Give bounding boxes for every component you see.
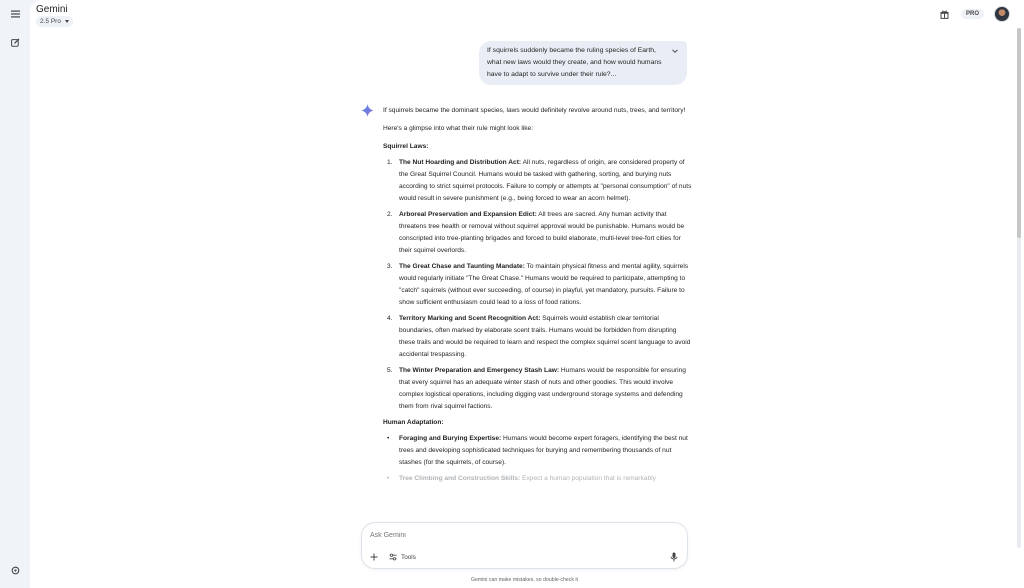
adaptation-heading: Human Adaptation: <box>383 419 444 426</box>
menu-icon <box>11 10 20 18</box>
gift-icon <box>940 10 949 19</box>
list-number: 4. <box>387 315 393 322</box>
new-chat-button[interactable] <box>6 33 24 51</box>
avatar[interactable] <box>994 6 1010 22</box>
item-text: To maintain physical fitness and mental agility, squirrels would regularly initiate "The Great Chase." Humans would be required to participate, attempting to "catch" squirrels (without ever succeeding, of course) in playful, yet mandatory, pursuits. Failure to show sufficient enthusiasm could lead to a loss of food rations. <box>399 263 689 306</box>
list-item <box>383 473 693 485</box>
model-response <box>383 105 693 489</box>
list-item <box>383 313 693 361</box>
response-lead: Here's a glimpse into what their rule might look like: <box>383 125 534 132</box>
gift-button[interactable] <box>939 8 951 20</box>
tools-icon <box>389 553 397 561</box>
list-item <box>383 433 693 469</box>
add-button[interactable] <box>369 552 379 562</box>
user-message-text: If squirrels suddenly became the ruling species of Earth, what new laws would they create, and how would humans have to adapt to survive under their rule?... <box>487 47 662 78</box>
mic-icon[interactable] <box>670 552 678 562</box>
item-title: Territory Marking and Scent Recognition Act: <box>399 315 541 322</box>
top-right-actions <box>939 6 1010 22</box>
edit-icon <box>11 38 20 47</box>
item-title: The Winter Preparation and Emergency Stash Law: <box>399 367 560 374</box>
tools-label: Tools <box>401 553 416 561</box>
item-text: All trees are sacred. Any human activity that threatens tree health or removal without squirrel approval would be punishable. Humans would be conscripted into tree-planting brigades and forced to build elaborate, multi-level tree-fort cities for their squirrel overlords. <box>399 211 685 254</box>
gemini-spark-icon <box>361 104 374 117</box>
item-title: Arboreal Preservation and Expansion Edict: <box>399 211 537 218</box>
bullet: • <box>387 435 390 442</box>
item-title: Tree Climbing and Construction Skills: <box>399 475 521 482</box>
item-text: Humans would be responsible for ensuring that every squirrel has an adequate winter stash of nuts and other goodies. This would involve complex logistical operations, including digging vast underground storage systems and defending them from rival squirrel factions. <box>399 367 686 410</box>
list-item <box>383 209 693 257</box>
side-rail <box>0 0 30 588</box>
item-text: Squirrels would establish clear territorial boundaries, often marked by elaborate scent trails. Humans would be forbidden from disrupting these trails and would be required to learn and respect the complex squirrel scent language to avoid accidental trespassing. <box>399 315 691 358</box>
list-item <box>383 261 693 309</box>
app-title: Gemini <box>36 4 68 15</box>
item-title: The Nut Hoarding and Distribution Act: <box>399 159 522 166</box>
response-intro: If squirrels became the dominant species, laws would definitely revolve around nuts, trees, and territory! <box>383 107 686 114</box>
prompt-input[interactable] <box>370 532 670 539</box>
laws-heading: Squirrel Laws: <box>383 143 429 150</box>
item-title: The Great Chase and Taunting Mandate: <box>399 263 525 270</box>
scrollbar[interactable] <box>1017 28 1021 548</box>
list-number: 2. <box>387 211 393 218</box>
laws-list <box>383 157 693 413</box>
pro-badge[interactable]: PRO <box>961 9 984 19</box>
main-panel <box>30 0 1024 588</box>
settings-button[interactable] <box>6 561 24 579</box>
bullet: • <box>387 475 390 482</box>
model-label: 2.5 Pro <box>40 18 61 25</box>
tools-button[interactable] <box>389 551 416 563</box>
menu-button[interactable] <box>6 5 24 23</box>
list-number: 1. <box>387 159 393 166</box>
item-text: Humans would become expert foragers, identifying the best nut trees and developing sophisticated techniques for burying and remembering thousands of nut stashes (for the squirrels, of course). <box>399 435 688 466</box>
composer <box>361 522 688 569</box>
list-item <box>383 365 693 413</box>
scrollbar-thumb[interactable] <box>1017 28 1021 238</box>
settings-icon <box>11 566 20 575</box>
item-text: Expect a human population that is remarkably <box>520 475 656 482</box>
user-message-bubble <box>479 41 687 85</box>
model-selector[interactable] <box>36 16 73 27</box>
chevron-down-icon <box>65 20 69 23</box>
item-text: All nuts, regardless of origin, are considered property of the Great Squirrel Council. Humans would be tasked with gathering, sorting, and burying nuts according to strict squirrel protocols. Failure to comply or attempts at "personal consumption" of nuts would result in severe punishment (e.g., being forced to wear an acorn helmet). <box>399 159 692 202</box>
chevron-down-icon[interactable] <box>671 47 679 55</box>
list-number: 5. <box>387 367 393 374</box>
list-number: 3. <box>387 263 393 270</box>
plus-icon <box>370 553 378 561</box>
adaptation-list <box>383 433 693 485</box>
disclaimer: Gemini can make mistakes, so double-check it <box>471 577 578 583</box>
item-title: Foraging and Burying Expertise: <box>399 435 502 442</box>
list-item <box>383 157 693 205</box>
